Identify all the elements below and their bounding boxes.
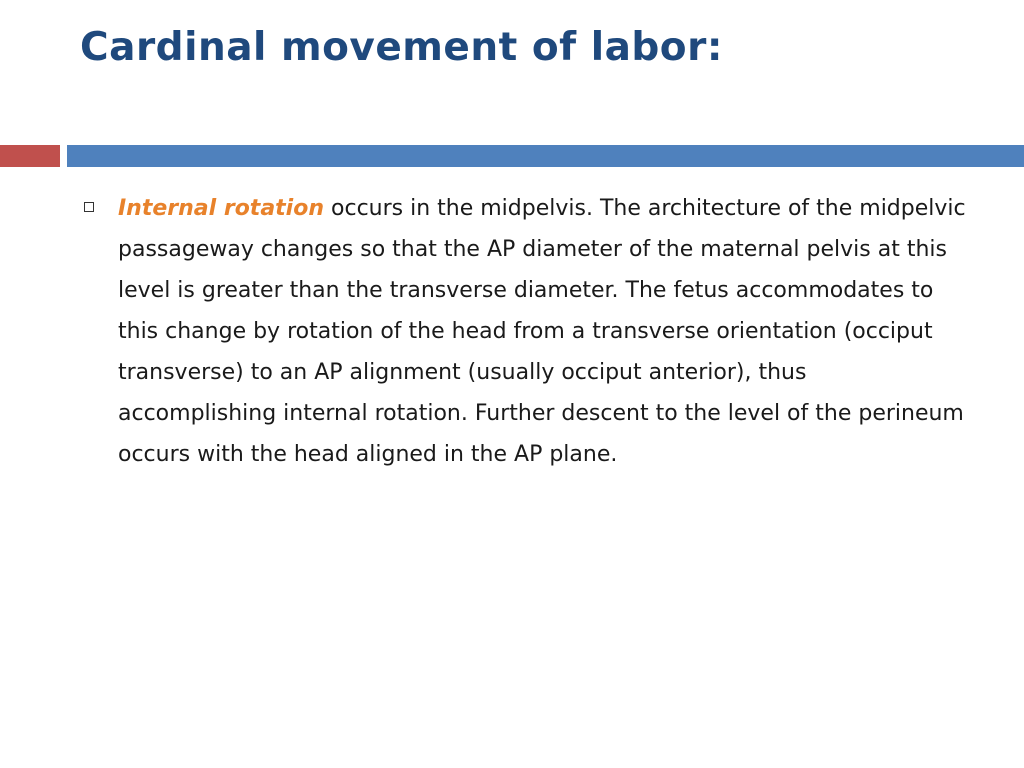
bullet-body-text: occurs in the midpelvis. The architecture of the midpelvic passageway changes so that the AP diameter of the maternal pelvis at this level is greater than the transverse diameter. The fetus accommodates to this change by rotation of the head from a transverse orientation (occiput transverse) to an AP alignment (usually occiput anterior), thus accomplishing internal rotation. Further descent to the level of the perineum occurs with the head aligned in the AP plane.	[118, 196, 966, 467]
bullet-highlight-term: Internal rotation	[118, 196, 325, 221]
bullet-item	[78, 188, 978, 475]
accent-bar-right	[67, 145, 1024, 167]
slide-content	[78, 188, 978, 475]
hollow-square-bullet-icon	[84, 202, 94, 212]
slide-title: Cardinal movement of labor:	[80, 25, 723, 70]
accent-bar-left	[0, 145, 60, 167]
bullet-text	[118, 188, 970, 475]
